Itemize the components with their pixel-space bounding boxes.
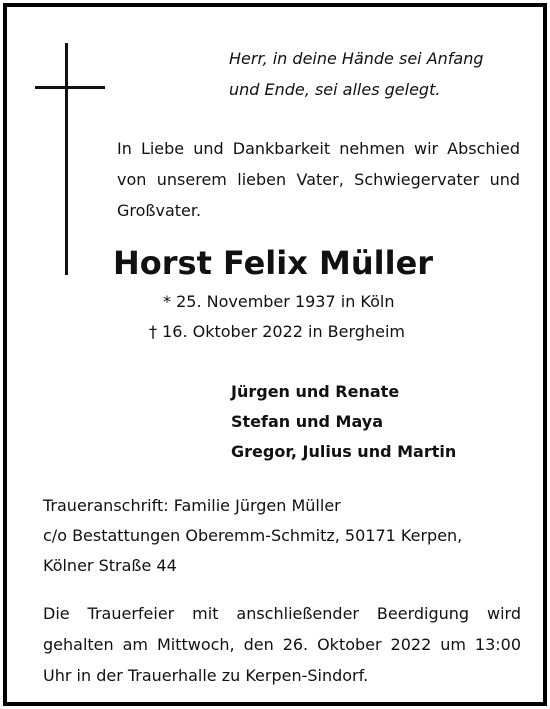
bible-verse (229, 43, 529, 105)
family-member: Gregor, Julius und Martin (231, 442, 457, 461)
verse-line-2: und Ende, sei alles gelegt. (229, 80, 441, 99)
family-member: Jürgen und Renate (231, 382, 400, 401)
mourning-family (231, 377, 456, 467)
family-member: Stefan und Maya (231, 412, 383, 431)
death-date: † 16. Oktober 2022 in Bergheim (149, 322, 405, 341)
verse-line-1: Herr, in deine Hände sei Anfang (229, 49, 484, 68)
cross-icon-horizontal-bar (35, 86, 105, 89)
address-line: Traueranschrift: Familie Jürgen Müller (43, 496, 341, 515)
farewell-text: In Liebe und Dankbarkeit nehmen wir Abschied von unserem lieben Vater, Schwiegervater und Großvater. (117, 139, 520, 220)
address-line: Kölner Straße 44 (43, 556, 177, 575)
obituary-notice (3, 3, 547, 706)
funeral-ceremony-info: Die Trauerfeier mit anschließender Beerdigung wird gehalten am Mittwoch, den 26. Oktober 2022 um 13:00 Uhr in der Trauerhalle zu Kerpen-Sindorf. (43, 604, 521, 685)
address-line: c/o Bestattungen Oberemm-Schmitz, 50171 Kerpen, (43, 526, 463, 545)
birth-date: * 25. November 1937 in Köln (163, 292, 395, 311)
mourning-address (43, 491, 513, 581)
deceased-name: Horst Felix Müller (113, 244, 434, 282)
cross-icon-vertical-bar (65, 43, 68, 275)
